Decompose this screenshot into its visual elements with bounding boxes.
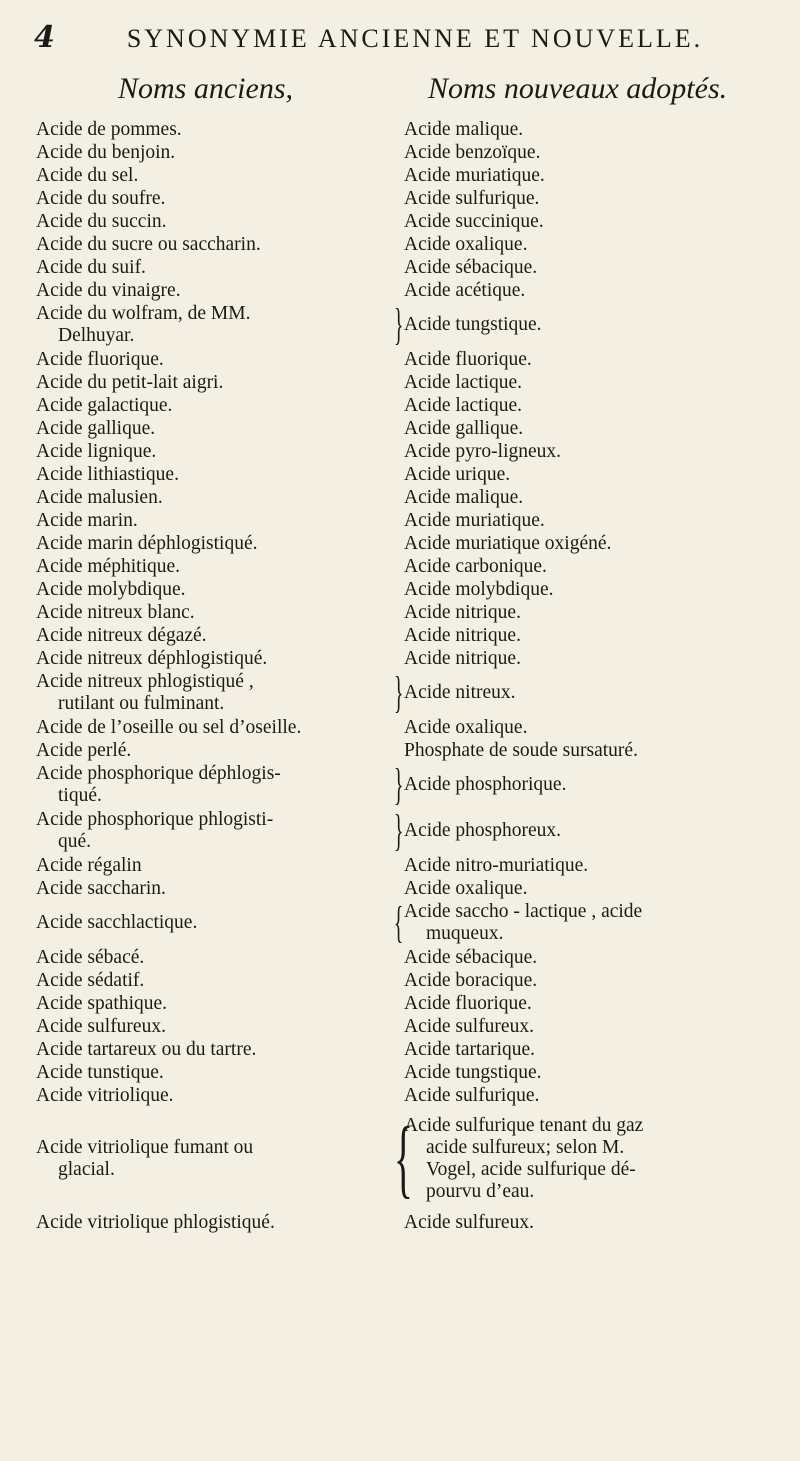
new-name [404,901,800,945]
old-name-line: Acide du sucre ou saccharin. [36,233,261,255]
old-name [0,349,390,371]
brace-mark: { [393,898,404,947]
old-name-line: Acide tartareux ou du tartre. [36,1038,257,1060]
new-name-line: acide sulfureux; selon M. [426,1137,625,1158]
table-row [0,1015,800,1038]
brace-mark: } [393,668,404,717]
old-name [0,717,390,739]
new-name [404,970,800,992]
new-name-line: Acide sulfureux. [404,1015,534,1037]
old-name-line: Acide molybdique. [36,578,186,600]
old-name [0,993,390,1015]
new-name-line: Acide nitrique. [404,624,521,646]
old-name [0,487,390,509]
new-name-line: Acide sulfureux. [404,1211,534,1233]
new-name-line: Acide nitreux. [404,682,516,703]
table-row [0,233,800,256]
new-name-line: Acide oxalique. [404,233,528,255]
old-name-line: Acide spathique. [36,992,168,1014]
new-name [404,774,800,796]
old-name [0,671,390,715]
old-name-line: Acide phosphorique phlogisti- [36,809,274,830]
new-name-line: pourvu d’eau. [426,1181,535,1202]
new-name [404,234,800,256]
new-name-line: Acide urique. [404,463,511,485]
table-row [0,371,800,394]
brace-mark: } [393,300,404,349]
old-name-line: Acide sacchlactique. [36,912,198,933]
old-name-line: Acide perlé. [36,739,132,761]
new-name-line: Acide nitro-muriatique. [404,854,589,876]
column-headings [0,72,800,116]
old-name-line: tiqué. [58,785,102,806]
new-name-line: Acide phosphoreux. [404,820,562,841]
old-name [0,165,390,187]
new-name-line: Acide sébacique. [404,946,538,968]
new-name-line: Acide malique. [404,118,524,140]
new-name-line: Acide gallique. [404,417,524,439]
old-name [0,648,390,670]
new-name [404,648,800,670]
table-row [0,256,800,279]
new-name-line: Vogel, acide sulfurique dé- [426,1159,636,1180]
new-name [404,556,800,578]
new-name-line: Acide sulfurique. [404,1084,540,1106]
old-name-line: Acide nitreux déphlogistiqué. [36,647,268,669]
table-row [0,762,800,808]
new-name [404,855,800,877]
old-name-line: Acide gallique. [36,417,156,439]
new-name-line: Acide carbonique. [404,555,547,577]
new-name-line: Acide tungstique. [404,314,542,335]
new-name-line: Acide muriatique. [404,509,545,531]
table-row [0,118,800,141]
new-name [404,142,800,164]
old-name [0,1039,390,1061]
old-name-line: Acide sulfureux. [36,1015,166,1037]
table-row [0,969,800,992]
old-name [0,970,390,992]
old-name [0,1137,390,1181]
old-name-line: Acide du sel. [36,164,139,186]
old-name-line: Acide lignique. [36,440,157,462]
brace-mark: } [393,806,404,855]
old-name-line: Acide vitriolique fumant ou [36,1137,254,1158]
table-row [0,1061,800,1084]
table-row [0,486,800,509]
old-name [0,464,390,486]
new-name-line: Acide oxalique. [404,877,528,899]
old-name [0,211,390,233]
new-name [404,280,800,302]
new-name-line: Acide benzoïque. [404,141,541,163]
new-name-line: Acide sébacique. [404,256,538,278]
table-row [0,279,800,302]
page-header [0,14,800,66]
new-name [404,820,800,842]
new-name-line: muqueux. [426,923,504,944]
new-name [404,1085,800,1107]
new-name [404,119,800,141]
old-name-line: Acide du soufre. [36,187,166,209]
new-name [404,717,800,739]
new-name [404,395,800,417]
table-row [0,578,800,601]
old-name [0,234,390,256]
old-name [0,1085,390,1107]
new-name [404,579,800,601]
table-row [0,670,800,716]
table-row [0,532,800,555]
old-name-line: Acide marin déphlogistiqué. [36,532,258,554]
new-name-line: Acide acétique. [404,279,526,301]
old-name-line: qué. [58,831,92,852]
table-row [0,716,800,739]
page-number: 4 [34,20,55,55]
old-name [0,763,390,807]
table-row [0,1211,800,1234]
new-name-line: Acide sulfurique. [404,187,540,209]
new-name [404,625,800,647]
table-row [0,1107,800,1211]
old-name [0,579,390,601]
new-name [404,314,800,336]
brace-mark: } [393,760,404,809]
synonym-table [0,118,800,1234]
new-name-line: Acide sulfurique tenant du gaz [404,1115,644,1136]
table-row [0,210,800,233]
new-name-line: Acide muriatique. [404,164,545,186]
new-name [404,878,800,900]
new-name-line: Acide succinique. [404,210,544,232]
old-name [0,280,390,302]
table-row [0,900,800,946]
table-row [0,992,800,1015]
table-row [0,302,800,348]
table-row [0,1038,800,1061]
old-name [0,1212,390,1234]
new-name [404,211,800,233]
new-name [404,602,800,624]
old-name-line: Acide du benjoin. [36,141,176,163]
old-name-line: Acide saccharin. [36,877,166,899]
old-name [0,418,390,440]
table-row [0,417,800,440]
table-row [0,141,800,164]
old-name-line: Acide de pommes. [36,118,182,140]
old-name [0,1062,390,1084]
new-name-line: Acide lactique. [404,371,523,393]
old-name [0,395,390,417]
new-name [404,533,800,555]
table-row [0,440,800,463]
old-name-line: Acide marin. [36,509,138,531]
old-name-line: Acide lithiastique. [36,463,179,485]
old-name [0,142,390,164]
new-name [404,165,800,187]
old-name-line: Acide de l’oseille ou sel d’oseille. [36,716,302,738]
old-name-line: Acide nitreux phlogistiqué , [36,671,254,692]
old-name-line: Acide du petit-lait aigri. [36,371,224,393]
old-name [0,912,390,934]
old-name [0,556,390,578]
old-name [0,188,390,210]
new-name-line: Acide pyro-ligneux. [404,440,562,462]
old-name [0,878,390,900]
old-name-line: Acide vitriolique phlogistiqué. [36,1211,275,1233]
old-name [0,303,390,347]
new-name [404,993,800,1015]
old-name [0,602,390,624]
old-name-line: rutilant ou fulminant. [58,693,225,714]
new-name-line: Acide tungstique. [404,1061,542,1083]
old-name-line: Acide méphitique. [36,555,181,577]
table-row [0,877,800,900]
new-name-line: Acide phosphorique. [404,774,567,795]
old-name-line: Acide sédatif. [36,969,145,991]
new-name [404,464,800,486]
old-name [0,740,390,762]
table-row [0,164,800,187]
new-name [404,418,800,440]
table-row [0,624,800,647]
table-row [0,348,800,371]
new-name [404,682,800,704]
old-name-line: Acide sébacé. [36,946,145,968]
old-name [0,625,390,647]
table-row [0,946,800,969]
old-name-line: Delhuyar. [58,325,135,346]
new-name [404,1062,800,1084]
old-name-line: Acide nitreux dégazé. [36,624,207,646]
new-name [404,1212,800,1234]
new-name-line: Acide tartarique. [404,1038,536,1060]
table-row [0,555,800,578]
new-name-line: Phosphate de soude sursaturé. [404,739,638,761]
table-row [0,647,800,670]
old-name-line: Acide du succin. [36,210,167,232]
column-heading-old-names: Noms anciens, [118,72,293,105]
new-name-line: Acide fluorique. [404,348,532,370]
table-row [0,509,800,532]
table-row [0,854,800,877]
new-name-line: Acide oxalique. [404,716,528,738]
table-row [0,739,800,762]
new-name-line: Acide muriatique oxigéné. [404,532,612,554]
old-name [0,809,390,853]
table-row [0,187,800,210]
new-name-line: Acide saccho - lactique , acide [404,901,643,922]
old-name-line: Acide malusien. [36,486,163,508]
old-name-line: Acide régalin [36,854,142,876]
column-heading-new-names: Noms nouveaux adoptés. [428,72,728,105]
old-name-line: Acide du wolfram, de MM. [36,303,251,324]
old-name-line: Acide du vinaigre. [36,279,181,301]
new-name [404,947,800,969]
old-name-line: Acide nitreux blanc. [36,601,195,623]
old-name [0,510,390,532]
table-row [0,394,800,417]
old-name-line: Acide tunstique. [36,1061,164,1083]
old-name [0,533,390,555]
old-name [0,441,390,463]
old-name [0,119,390,141]
new-name [404,349,800,371]
new-name-line: Acide nitrique. [404,601,521,623]
new-name-line: Acide lactique. [404,394,523,416]
table-row [0,601,800,624]
table-row [0,463,800,486]
old-name-line: glacial. [58,1159,115,1180]
new-name-line: Acide molybdique. [404,578,554,600]
new-name-line: Acide fluorique. [404,992,532,1014]
new-name [404,487,800,509]
old-name [0,855,390,877]
old-name-line: Acide fluorique. [36,348,164,370]
new-name [404,372,800,394]
old-name [0,947,390,969]
new-name [404,740,800,762]
table-row [0,808,800,854]
new-name [404,188,800,210]
new-name-line: Acide nitrique. [404,647,521,669]
old-name [0,1016,390,1038]
old-name-line: Acide du suif. [36,256,146,278]
brace-mark: { [393,1110,413,1207]
old-name-line: Acide galactique. [36,394,173,416]
new-name [404,1016,800,1038]
table-row [0,1084,800,1107]
old-name-line: Acide phosphorique déphlogis- [36,763,281,784]
running-title: SYNONYMIE ANCIENNE ET NOUVELLE. [126,24,704,53]
new-name-line: Acide boracique. [404,969,538,991]
old-name-line: Acide vitriolique. [36,1084,174,1106]
new-name [404,1115,800,1203]
new-name [404,257,800,279]
new-name-line: Acide malique. [404,486,524,508]
old-name [0,372,390,394]
new-name [404,1039,800,1061]
old-name [0,257,390,279]
new-name [404,441,800,463]
new-name [404,510,800,532]
